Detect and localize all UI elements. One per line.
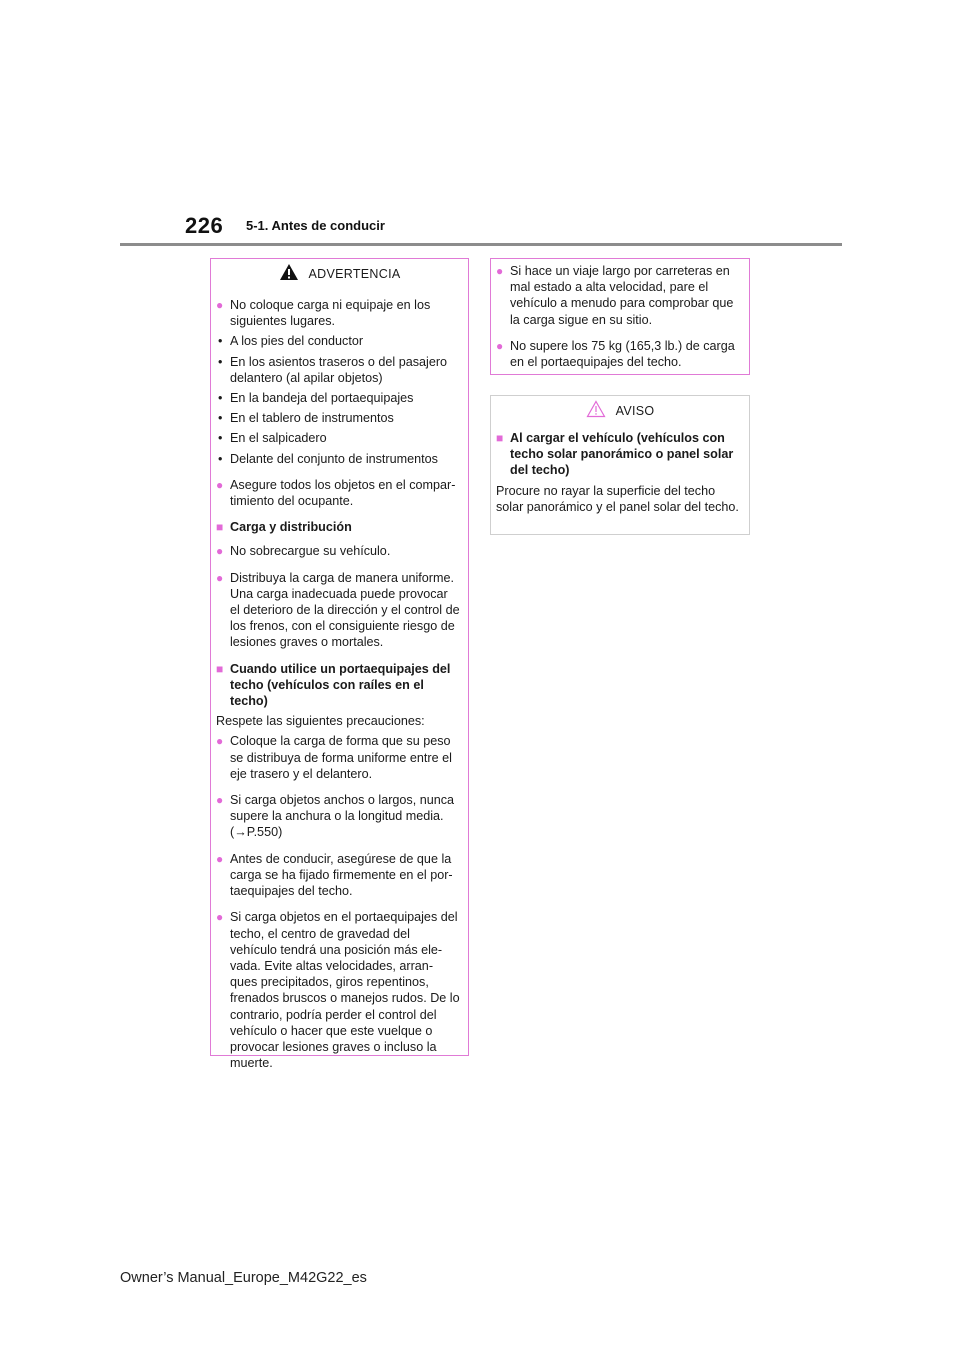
place-item: • A los pies del conductor	[218, 334, 364, 349]
list-item: ● Distribuya la carga de manera uniforme. Una carga inadecuada puede provocar el deterioro de la dirección y el control de los frenos, con el consiguiente riesgo de lesiones graves o mortales.	[216, 570, 460, 650]
warning-continued-box	[490, 258, 750, 375]
footer-text: Owner’s Manual_Europe_M42G22_es	[120, 1270, 367, 1286]
notice-box	[490, 395, 750, 535]
circle-bullet-icon: ●	[216, 734, 224, 749]
subheading: ■ Carga y distribución	[216, 520, 352, 535]
warning-continued-body	[491, 259, 749, 378]
place-item: • En los asientos traseros o del pasajero delantero (al apilar objetos)	[218, 354, 448, 385]
list-item: ● Si carga objetos anchos o largos, nunca supere la anchura o la longitud media. (→P.550)	[216, 793, 455, 840]
warning-lead: No coloque carga ni equipaje en los siguientes lugares.	[230, 298, 431, 329]
subheading: ■ Cuando utilice un portaequipajes del techo (vehículos con raíles en el techo)	[216, 661, 451, 709]
list-item: ● Si carga objetos en el portaequipajes del techo, el centro de gravedad del vehículo tendrá una posición más ele-vada. Evite altas velocidades, arran-ques precipitados, giros repentinos, frenados bruscos o manejos rudos. De lo contrario, podría perder el control del vehículo o hacer que este vuelque o provocar lesiones graves o incluso la muerte.	[216, 910, 460, 1071]
circle-bullet-icon: ●	[216, 851, 224, 866]
paragraph: Respete las siguientes precauciones:	[216, 714, 425, 729]
circle-bullet-icon: ●	[216, 477, 224, 492]
list-item: ● Si hace un viaje largo por carreteras en mal estado a alta velocidad, pare el vehículo a menudo para comprobar que la carga sigue en su sitio.	[496, 264, 734, 327]
square-bullet-icon: ■	[216, 520, 224, 535]
notice-header	[491, 398, 749, 424]
place-item: • Delante del conjunto de instrumentos	[218, 451, 438, 466]
list-item: ● Antes de conducir, asegúrese de que la carga se ha fijado firmemente en el por-taequipajes del techo.	[216, 851, 453, 899]
square-bullet-icon: ■	[496, 431, 504, 445]
list-item: ● Asegure todos los objetos en el compar-timiento del ocupante.	[216, 477, 456, 509]
warning-header	[211, 261, 468, 287]
warning-body	[211, 287, 468, 1079]
circle-bullet-icon: ●	[216, 298, 224, 312]
header-rule	[120, 243, 842, 246]
page-number: 226	[185, 213, 224, 238]
list-item: ● No supere los 75 kg (165,3 lb.) de carga en el portaequipajes del techo.	[496, 338, 735, 370]
circle-bullet-icon: ●	[496, 338, 504, 353]
circle-bullet-icon: ●	[496, 264, 504, 278]
circle-bullet-icon: ●	[216, 570, 224, 585]
paragraph: Procure no rayar la superficie del techo solar panorámico y el panel solar del techo.	[496, 483, 739, 514]
circle-bullet-icon: ●	[216, 910, 224, 925]
caution-triangle-outline-icon	[586, 400, 606, 422]
place-item: • En el tablero de instrumentos	[218, 411, 394, 426]
list-item: ● No sobrecargue su vehículo.	[216, 544, 391, 559]
circle-bullet-icon: ●	[216, 544, 224, 559]
warning-box	[210, 258, 469, 1071]
square-bullet-icon: ■	[216, 661, 224, 676]
section-title: 5-1. Antes de conducir	[246, 218, 385, 233]
notice-title: AVISO	[615, 403, 655, 418]
list-item	[216, 297, 460, 329]
place-item: • En el salpicadero	[218, 431, 327, 446]
list-item: ● Coloque la carga de forma que su peso se distribuya de forma uniforme entre el eje trasero y el delantero.	[216, 734, 452, 781]
circle-bullet-icon: ●	[216, 793, 224, 808]
warning-triangle-icon	[279, 263, 299, 285]
place-item: • En la bandeja del portaequipajes	[218, 391, 414, 406]
notice-body	[491, 424, 749, 523]
subheading: ■ Al cargar el vehículo (vehículos con techo solar panorámico o panel solar del techo)	[496, 431, 734, 478]
warning-title: ADVERTENCIA	[308, 266, 401, 281]
